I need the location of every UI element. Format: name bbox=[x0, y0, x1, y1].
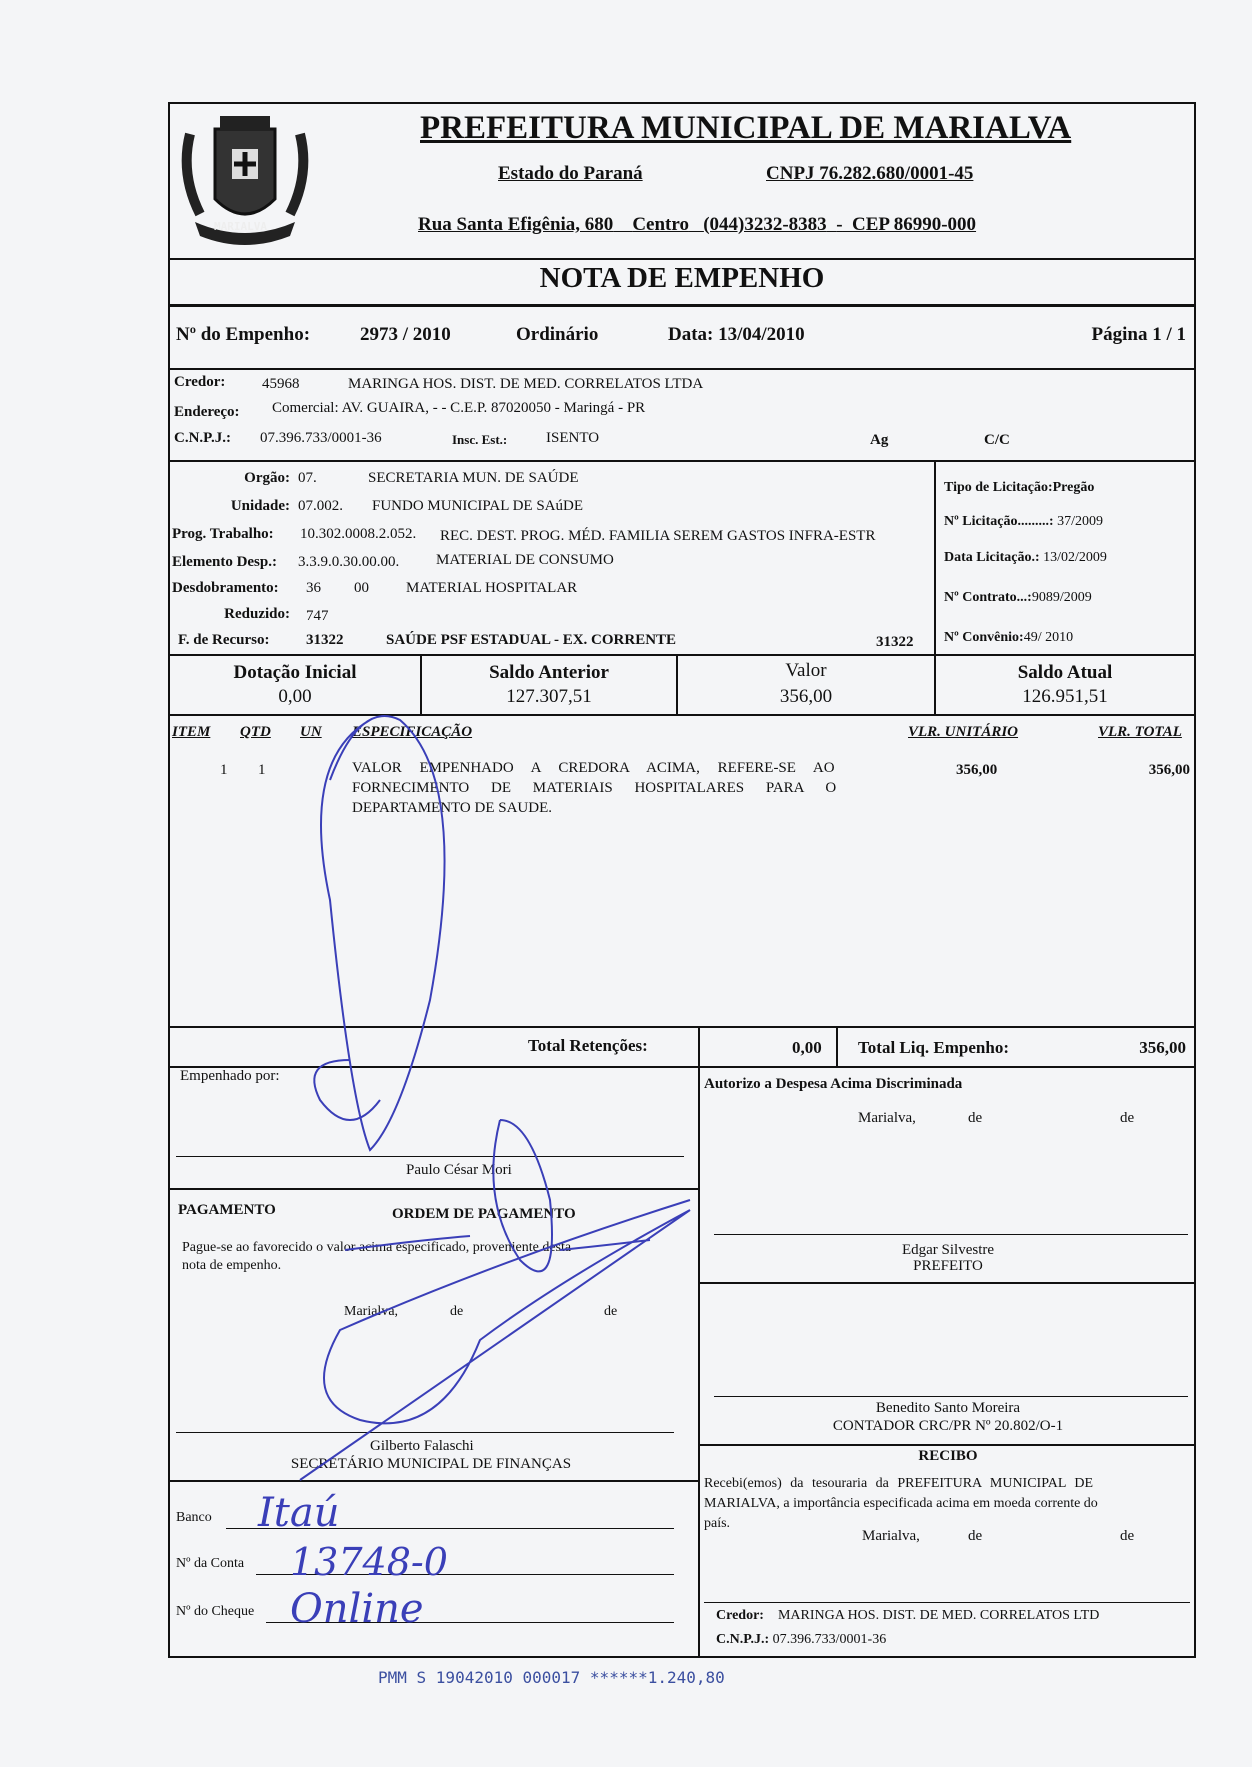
cnpj-label: C.N.P.J.: bbox=[174, 430, 231, 446]
endereco-label: Endereço: bbox=[174, 404, 240, 420]
empenho-label: Nº do Empenho: bbox=[176, 324, 311, 345]
contrato-label: Nº Contrato...: bbox=[944, 590, 1032, 605]
secretario-cargo: SECRETÁRIO MUNICIPAL DE FINANÇAS bbox=[290, 1456, 572, 1472]
col-especificacao: ESPECIFICAÇÃO bbox=[352, 724, 473, 740]
orgao-nome: SECRETARIA MUN. DE SAÚDE bbox=[368, 470, 579, 486]
row-spec-line2: FORNECIMENTO DE MATERIAIS HOSPITALARES PARA O bbox=[352, 780, 837, 796]
recibo-texto1: Recebi(emos) da tesouraria da PREFEITURA MUNICIPAL DE bbox=[704, 1476, 1094, 1491]
recurso-label: F. de Recurso: bbox=[178, 632, 270, 648]
recurso-cod2: 31322 bbox=[876, 634, 914, 650]
orgao-cod: 07. bbox=[298, 470, 317, 486]
row-vlr-total: 356,00 bbox=[1148, 762, 1190, 778]
credor-insc: ISENTO bbox=[546, 430, 600, 446]
recibo-texto3: país. bbox=[704, 1516, 731, 1531]
empenho-numero: 2973 / 2010 bbox=[360, 324, 451, 345]
empenhado-label: Empenhado por: bbox=[180, 1068, 280, 1084]
autorizo-de1: de bbox=[968, 1110, 983, 1126]
recibo-de2: de bbox=[1120, 1528, 1135, 1544]
payment-stamp: PMM S 19042010 000017 ******1.240,80 bbox=[378, 1668, 725, 1687]
ordem-label: ORDEM DE PAGAMENTO bbox=[392, 1206, 576, 1222]
conta-label: Nº da Conta bbox=[176, 1556, 245, 1571]
anterior-valor: 127.307,51 bbox=[506, 686, 592, 707]
reduzido-label: Reduzido: bbox=[224, 606, 290, 622]
row-spec-line1: VALOR EMPENHADO A CREDORA ACIMA, REFERE-SE AO bbox=[352, 760, 835, 776]
address-phone: (044)3232-8383 bbox=[703, 214, 827, 235]
credor-cnpj: 07.396.733/0001-36 bbox=[260, 430, 382, 446]
tipo-licitacao: Tipo de Licitação:Pregão bbox=[944, 480, 1095, 495]
desdob-cod: 36 bbox=[306, 580, 321, 596]
unidade-nome: FUNDO MUNICIPAL DE SAúDE bbox=[372, 498, 583, 514]
unidade-cod: 07.002. bbox=[298, 498, 343, 514]
desdob-nome: MATERIAL HOSPITALAR bbox=[406, 580, 578, 596]
retencoes-valor: 0,00 bbox=[792, 1038, 822, 1057]
recibo-cnpj: 07.396.733/0001-36 bbox=[772, 1632, 887, 1647]
autorizo-label: Autorizo a Despesa Acima Discriminada bbox=[704, 1076, 963, 1092]
prog-nome: REC. DEST. PROG. MÉD. FAMILIA SEREM GASTOS INFRA-ESTR bbox=[440, 528, 876, 544]
atual-valor: 126.951,51 bbox=[1022, 686, 1108, 707]
crest-banner-text: MARIALVA bbox=[214, 220, 267, 233]
recurso-cod: 31322 bbox=[306, 632, 344, 648]
recibo-texto2: MARIALVA, a importância especificada acima em moeda corrente do bbox=[704, 1496, 1098, 1511]
page-title: PREFEITURA MUNICIPAL DE MARIALVA bbox=[420, 110, 1072, 146]
pagamento-de2: de bbox=[604, 1304, 618, 1319]
elemento-nome: MATERIAL DE CONSUMO bbox=[436, 552, 614, 568]
col-un: UN bbox=[300, 724, 322, 740]
estado-text: Estado do Paraná bbox=[498, 163, 643, 184]
autorizo-cidade: Marialva, bbox=[858, 1110, 916, 1126]
row-qtd: 1 bbox=[258, 762, 266, 778]
recibo-cidade: Marialva, bbox=[862, 1528, 920, 1544]
insc-label: Insc. Est.: bbox=[452, 432, 508, 447]
pagamento-label: PAGAMENTO bbox=[178, 1202, 276, 1218]
recibo-credor: MARINGA HOS. DIST. DE MED. CORRELATOS LTD bbox=[777, 1608, 1100, 1623]
anterior-label: Saldo Anterior bbox=[489, 662, 609, 683]
credor-codigo: 45968 bbox=[262, 376, 300, 392]
pagamento-texto1: Pague-se ao favorecido o valor acima especificado, proveniente desta bbox=[182, 1240, 572, 1255]
address-cep: CEP 86990-000 bbox=[852, 214, 977, 235]
pagamento-texto2: nota de empenho. bbox=[182, 1258, 282, 1273]
row-vlr-unitario: 356,00 bbox=[956, 762, 998, 778]
secretario-nome: Gilberto Falaschi bbox=[370, 1438, 474, 1454]
cc-label: C/C bbox=[984, 432, 1010, 448]
handwritten-conta: 13748-0 bbox=[290, 1540, 448, 1584]
prefeito-cargo: PREFEITO bbox=[913, 1258, 983, 1274]
address-sep: - bbox=[836, 214, 843, 235]
pagamento-cidade: Marialva, bbox=[344, 1304, 399, 1319]
recibo-de1: de bbox=[968, 1528, 983, 1544]
contador-nome: Benedito Santo Moreira bbox=[875, 1400, 1021, 1416]
liquido-label: Total Liq. Empenho: bbox=[858, 1038, 1009, 1057]
banco-label: Banco bbox=[176, 1510, 212, 1525]
empenho-tipo: Ordinário bbox=[516, 324, 599, 345]
col-item: ITEM bbox=[172, 724, 211, 740]
address-street: Rua Santa Efigênia, 680 bbox=[418, 214, 614, 235]
desdob-label: Desdobramento: bbox=[172, 580, 279, 596]
atual-label: Saldo Atual bbox=[1017, 662, 1113, 683]
row-item: 1 bbox=[220, 762, 228, 778]
licitacao-data-label: Data Licitação.: bbox=[944, 550, 1040, 565]
col-qtd: QTD bbox=[240, 724, 271, 740]
cheque-label: Nº do Cheque bbox=[176, 1604, 255, 1619]
recibo-label: RECIBO bbox=[918, 1448, 978, 1464]
convenio-valor: 49/ 2010 bbox=[1023, 630, 1074, 645]
cnpj-header: CNPJ 76.282.680/0001-45 bbox=[766, 163, 974, 184]
address-district: Centro bbox=[632, 214, 689, 235]
recibo-cnpj-label: C.N.P.J.: bbox=[716, 1632, 770, 1647]
convenio-label: Nº Convênio: bbox=[944, 630, 1024, 645]
elemento-label: Elemento Desp.: bbox=[172, 554, 277, 570]
empenhado-nome: Paulo César Mori bbox=[406, 1162, 512, 1178]
valor-label: Valor bbox=[785, 660, 827, 681]
desdob-sub: 00 bbox=[354, 580, 369, 596]
recurso-nome: SAÚDE PSF ESTADUAL - EX. CORRENTE bbox=[386, 632, 677, 648]
unidade-label: Unidade: bbox=[230, 498, 290, 514]
autorizo-de2: de bbox=[1120, 1110, 1135, 1126]
contador-cargo: CONTADOR CRC/PR Nº 20.802/O-1 bbox=[832, 1418, 1064, 1434]
dotacao-valor: 0,00 bbox=[278, 686, 312, 707]
handwritten-banco: Itaú bbox=[258, 1490, 340, 1536]
col-vlr-total: VLR. TOTAL bbox=[1098, 724, 1182, 740]
valor-valor: 356,00 bbox=[779, 686, 833, 707]
col-vlr-unitario: VLR. UNITÁRIO bbox=[908, 724, 1019, 740]
retencoes-label: Total Retenções: bbox=[528, 1036, 648, 1055]
prog-label: Prog. Trabalho: bbox=[172, 526, 274, 542]
recibo-credor-label: Credor: bbox=[716, 1608, 764, 1623]
prefeito-nome: Edgar Silvestre bbox=[901, 1242, 995, 1258]
credor-nome: MARINGA HOS. DIST. DE MED. CORRELATOS LTDA bbox=[348, 376, 704, 392]
empenho-data: Data: 13/04/2010 bbox=[668, 324, 805, 345]
row-spec-line3: DEPARTAMENTO DE SAUDE. bbox=[352, 800, 552, 816]
pagamento-de1: de bbox=[450, 1304, 464, 1319]
credor-label: Credor: bbox=[174, 374, 226, 390]
ag-label: Ag bbox=[870, 432, 889, 448]
liquido-valor: 356,00 bbox=[1139, 1038, 1186, 1057]
handwritten-cheque: Online bbox=[290, 1586, 424, 1632]
elemento-cod: 3.3.9.0.30.00.00. bbox=[298, 554, 400, 570]
licitacao-data: 13/02/2009 bbox=[1043, 550, 1107, 565]
reduzido-valor: 747 bbox=[306, 608, 329, 624]
dotacao-label: Dotação Inicial bbox=[233, 662, 357, 683]
prog-cod: 10.302.0008.2.052. bbox=[300, 526, 417, 542]
pagina-indicator: Página 1 / 1 bbox=[1091, 324, 1186, 345]
credor-endereco: Comercial: AV. GUAIRA, - - C.E.P. 87020050 - Maringá - PR bbox=[272, 400, 646, 416]
licitacao-numero: 37/2009 bbox=[1057, 514, 1103, 529]
doc-title: NOTA DE EMPENHO bbox=[539, 262, 825, 294]
contrato-valor: 9089/2009 bbox=[1031, 590, 1092, 605]
licitacao-numero-label: Nº Licitação.........: bbox=[944, 514, 1054, 529]
orgao-label: Orgão: bbox=[244, 470, 290, 486]
